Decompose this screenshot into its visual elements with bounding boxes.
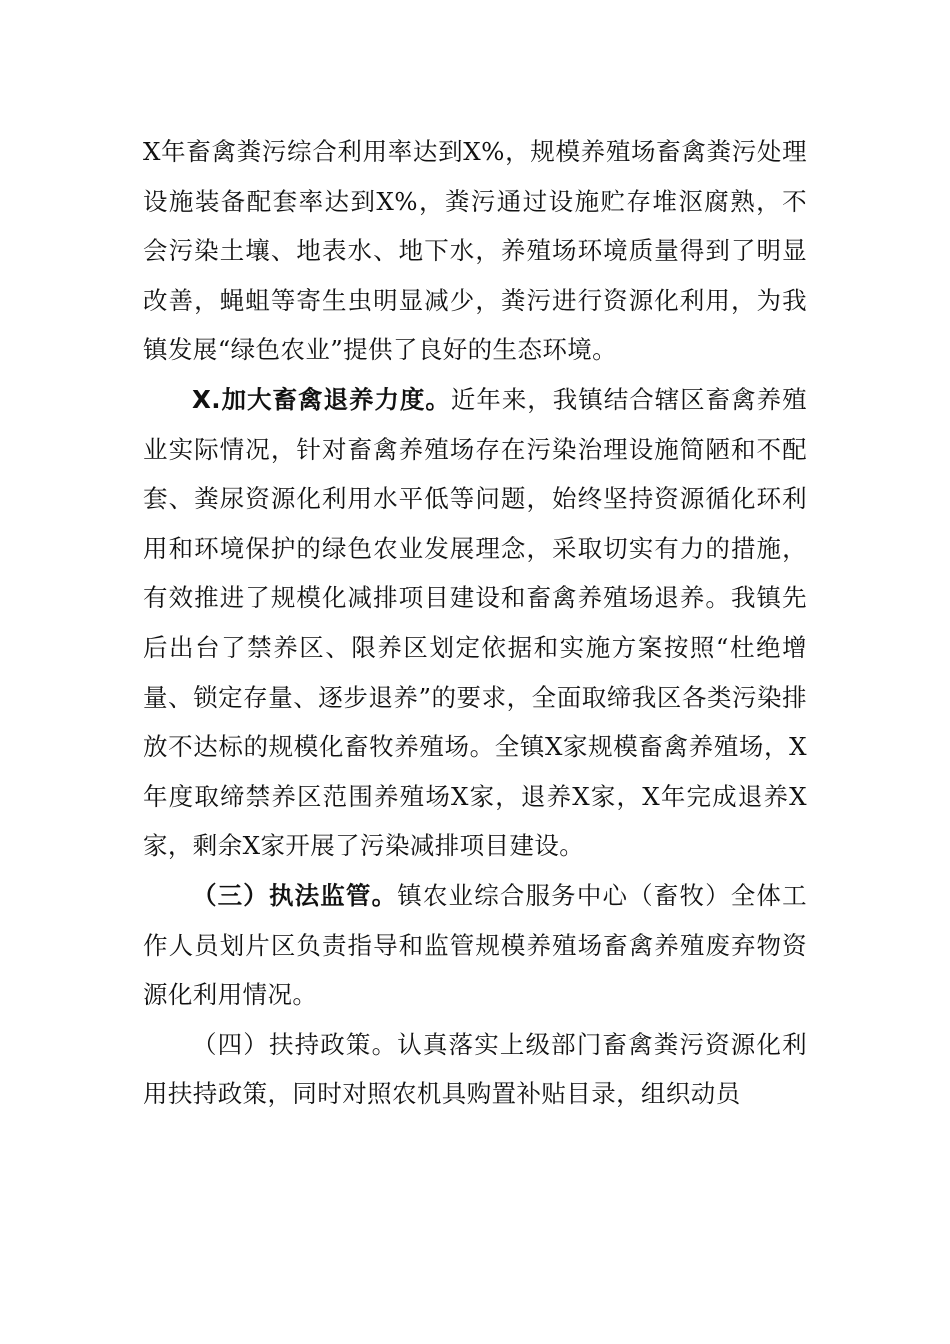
paragraph-law-enforcement — [143, 871, 807, 1020]
paragraph-manure-utilization — [143, 127, 807, 375]
section-heading: X.加大畜禽退养力度。 — [192, 384, 451, 414]
paragraph-support-policy — [143, 1020, 807, 1119]
section-heading: （三）执法监管。 — [192, 880, 398, 910]
paragraph-livestock-retirement — [143, 375, 807, 871]
paragraph-text: X年畜禽粪污综合利用率达到X%，规模养殖场畜禽粪污处理设施装备配套率达到X%，粪污通过设施贮存堆沤腐熟，不会污染土壤、地表水、地下水，养殖场环境质量得到了明显改善，蝇蛆等寄生虫明显减少，粪污进行资源化利用，为我镇发展“绿色农业”提供了良好的生态环境。 — [143, 137, 807, 365]
document-page — [143, 127, 807, 1119]
paragraph-text: 镇农业综合服务中心（畜牧）全体工作人员划片区负责指导和监管规模养殖场畜禽养殖废弃物资源化利用情况。 — [143, 880, 807, 1010]
paragraph-text: 近年来，我镇结合辖区畜禽养殖业实际情况，针对畜禽养殖场存在污染治理设施简陋和不配套、粪尿资源化利用水平低等问题，始终坚持资源循化环利用和环境保护的绿色农业发展理念，采取切实有力的措施，有效推进了规模化减排项目建设和畜禽养殖场退养。我镇先后出台了禁养区、限养区划定依据和实施方案按照“杜绝增量、锁定存量、逐步退养”的要求，全面取缔我区各类污染排放不达标的规模化畜牧养殖场。全镇X家规模畜禽养殖场，X年度取缔禁养区范围养殖场X家，退养X家，X年完成退养X家，剩余X家开展了污染减排项目建设。 — [143, 384, 807, 861]
paragraph-text: （四）扶持政策。认真落实上级部门畜禽粪污资源化利用扶持政策，同时对照农机具购置补贴目录，组织动员 — [143, 1029, 807, 1109]
